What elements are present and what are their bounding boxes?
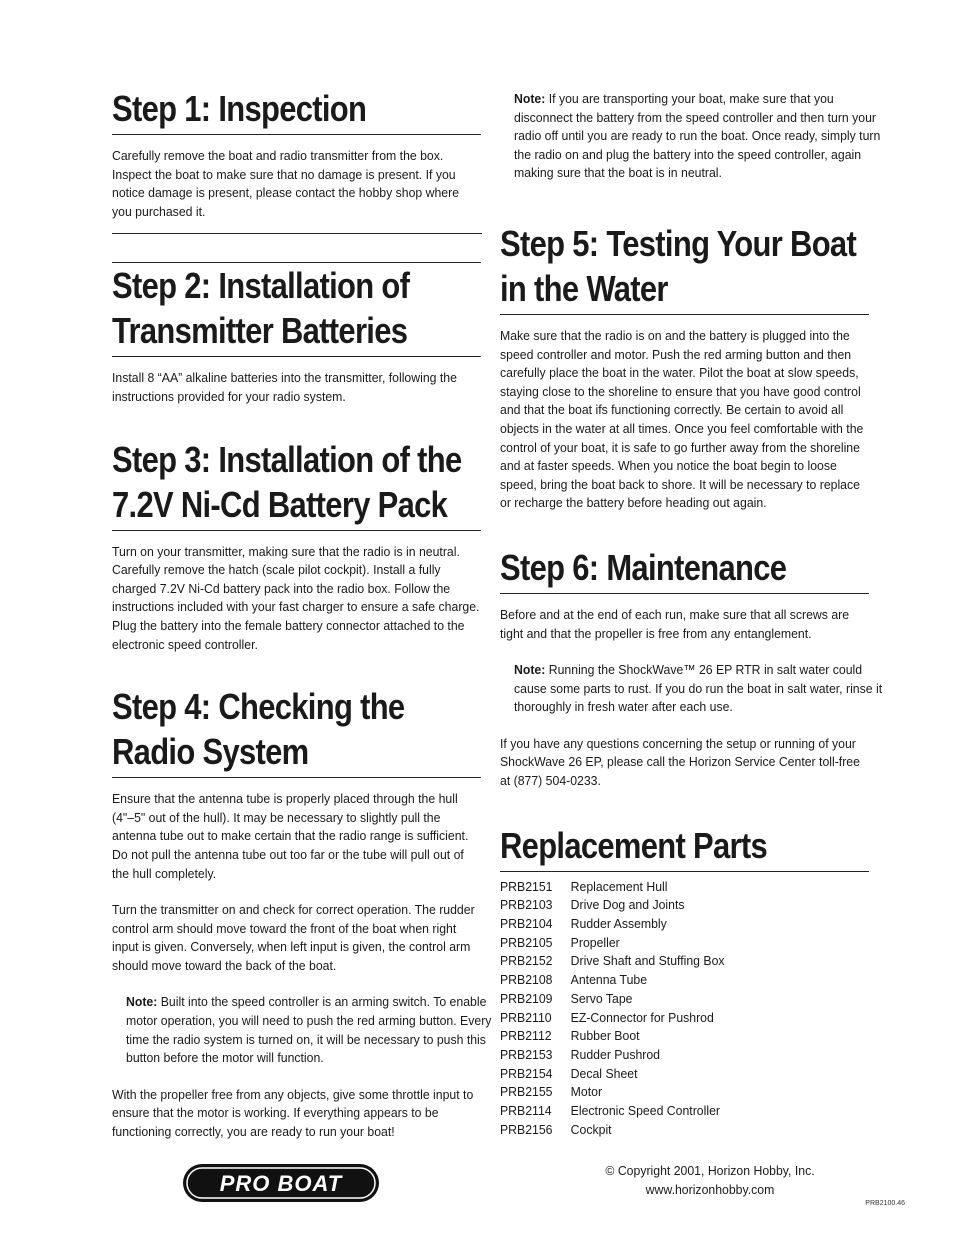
step3-body: Turn on your transmitter, making sure that the radio is in neutral. Carefully remove the hatch (scale pilot cockpit). Install a fully charged 7.2V Ni-Cd battery pack into the radio box. Follow the instructions included with your fast charger to ensure a safe charge. Plug the battery into the female battery connector attached to the electronic speed controller. [112,543,480,652]
parts-row [500,878,870,897]
part-name: Antenna Tube [570,972,648,988]
note-label: Note: [126,994,158,1010]
part-code: PRB2155 [500,1084,553,1100]
parts-row [500,952,870,971]
parts-heading: Replacement Parts [500,823,869,872]
part-code: PRB2153 [500,1046,553,1062]
step4-body-transmitter: Turn the transmitter on and check for correct operation. The rudder control arm should move toward the front of the boat when right input is given. Conversely, when left input is given, the control arm should move toward the back of the boat. [112,902,475,973]
part-name: Cockpit [570,1121,612,1137]
part-name: Drive Shaft and Stuffing Box [570,953,725,969]
part-name: Rudder Assembly [570,916,667,932]
document-number: PRB2100.46 [865,1200,905,1207]
right-column [500,90,883,1140]
part-code: PRB2105 [500,934,553,950]
parts-row [500,971,870,990]
step3-heading: Step 3: Installation of the 7.2V Ni-Cd Battery Pack [112,437,481,531]
part-code: PRB2151 [500,878,553,894]
part-code: PRB2112 [500,1028,552,1044]
part-code: PRB2154 [500,1065,553,1081]
parts-row [500,1102,870,1121]
footer-copyright [571,1161,850,1199]
transport-note: Note: If you are transporting your boat, make sure that you disconnect the battery from the speed controller and then turn your radio off until you are ready to run the boat. Once ready, simply turn the radio on and plug the battery into the speed controller, again making sure that the boat is in neutral. [514,91,881,181]
part-code: PRB2103 [500,897,553,913]
part-name: Electronic Speed Controller [570,1103,720,1119]
parts-row [500,934,870,953]
parts-row [500,1046,870,1065]
website-link[interactable]: www.horizonhobby.com [645,1182,775,1197]
parts-row [500,915,870,934]
part-name: Propeller [570,934,620,950]
part-name: Decal Sheet [570,1065,638,1081]
step4-note: Note: Built into the speed controller is an arming switch. To enable motor operation, you will need to push the red arming button. Every time the radio system is turned on, it will be necessary to push this button before the motor will function. [126,994,492,1066]
parts-row [500,1027,870,1046]
step1-heading: Step 1: Inspection [112,86,481,135]
step4-body-throttle: With the propeller free from any objects, give some throttle input to ensure that the motor is working. If everything appears to be functioning correctly, you are ready to run your boat! [112,1086,474,1140]
part-name: Servo Tape [570,990,633,1006]
parts-row [500,1083,870,1102]
part-name: Motor [570,1084,603,1100]
step5-heading: Step 5: Testing Your Boat in the Water [500,221,869,315]
parts-row [500,896,870,915]
part-name: Drive Dog and Joints [570,897,685,913]
step4-heading: Step 4: Checking the Radio System [112,684,481,778]
part-name: Replacement Hull [570,878,668,894]
part-code: PRB2108 [500,972,553,988]
part-code: PRB2110 [500,1009,552,1025]
parts-row [500,990,870,1009]
step6-contact: If you have any questions concerning the setup or running of your ShockWave 26 EP, please call the Horizon Service Center toll-free at (877) 504-0233. [500,735,860,789]
logo-text: PRO BOAT [219,1171,343,1196]
parts-row [500,1065,870,1084]
left-column [112,86,492,1142]
part-code: PRB2104 [500,916,553,932]
note-label: Note: [514,91,546,106]
step2-body: Install 8 “AA” alkaline batteries into the transmitter, following the instructions provided for your radio system. [112,370,457,404]
step6-body: Before and at the end of each run, make sure that all screws are tight and that the propeller is free from any entanglement. [500,606,850,641]
part-code: PRB2156 [500,1121,553,1137]
step4-body-antenna: Ensure that the antenna tube is properly placed through the hull (4"–5" out of the hull). It may be necessary to slightly pull the antenna tube out to make certain that the radio range is sufficient. Do not pull the antenna tube out too far or the tube will pull out of the hull completely. [112,791,469,881]
part-code: PRB2152 [500,953,553,969]
part-name: Rudder Pushrod [570,1046,661,1062]
copyright-text: © Copyright 2001, Horizon Hobby, Inc. [605,1163,815,1178]
part-code: PRB2109 [500,990,553,1006]
part-name: Rubber Boot [570,1028,640,1044]
part-code: PRB2114 [500,1103,552,1119]
part-name: EZ-Connector for Pushrod [570,1009,714,1025]
parts-row [500,1009,870,1028]
step6-heading: Step 6: Maintenance [500,545,869,594]
parts-list [500,878,870,1140]
step5-body: Make sure that the radio is on and the battery is plugged into the speed controller and motor. Push the red arming button and then carefully place the boat in the water. Pilot the boat at slow speeds, staying close to the shoreline to ensure that you have good control and that the boat ifs functioning correctly. Be certain to avoid all objects in the water at all times. Once you feel comfortable with the control of your boat, it is safe to go further away from the shoreline and at faster speeds. When you notice the boat begin to loose speed, bring the boat back to shore. It will be necessary to replace or recharge the battery before heading out again. [500,327,864,511]
note-label: Note: [514,662,546,678]
proboat-logo [182,1163,380,1203]
step2-heading: Step 2: Installation of Transmitter Batteries [112,262,481,357]
parts-row [500,1121,870,1140]
step1-body: Carefully remove the boat and radio transmitter from the box. Inspect the boat to make sure that no damage is present. If you notice damage is present, please contact the hobby shop where you purchased it. [112,148,460,219]
step6-note: Note: Running the ShockWave™ 26 EP RTR in salt water could cause some parts to rust. If you do run the boat in salt water, rinse it thoroughly in fresh water after each use. [514,662,883,715]
